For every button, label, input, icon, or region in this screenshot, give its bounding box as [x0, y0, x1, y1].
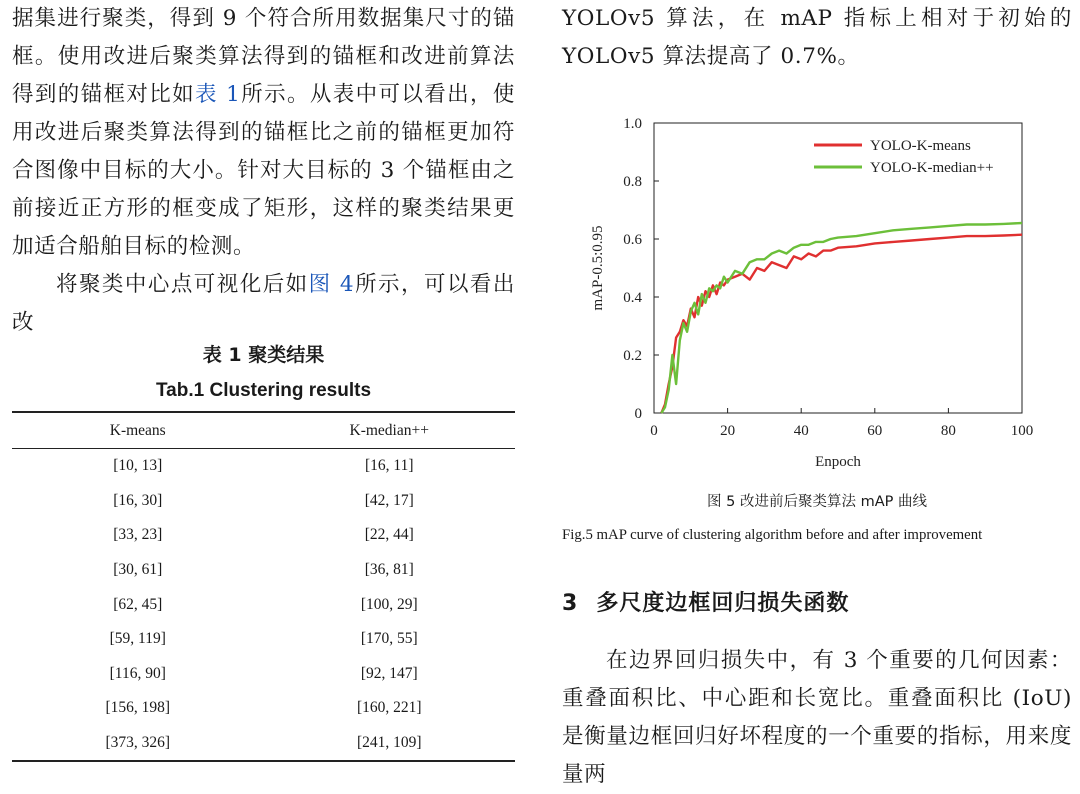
table-cell: [10, 13] — [113, 457, 163, 475]
figure-caption-cn: 图 5 改进前后聚类算法 mAP 曲线 — [707, 494, 927, 510]
y-tick-label: 0.2 — [623, 348, 642, 364]
legend-label: YOLO-K-median++ — [870, 160, 994, 176]
series-line-kmeans — [661, 235, 1022, 413]
paragraph-visualization — [12, 266, 515, 342]
table-row — [12, 449, 515, 484]
table-cell: [22, 44] — [364, 526, 414, 544]
x-tick-label: 60 — [867, 423, 883, 439]
legend-label: YOLO-K-means — [870, 138, 971, 154]
x-tick-label: 0 — [650, 423, 658, 439]
paragraph-clustering — [12, 0, 515, 266]
clustering-results-table — [12, 411, 515, 762]
table-caption-cn: 表 1 聚类结果 — [202, 344, 325, 366]
y-tick-label: 0 — [634, 406, 642, 422]
paragraph-text: 所示，可以看出改 — [12, 272, 515, 335]
table-cell: [160, 221] — [356, 699, 422, 717]
table-row — [12, 518, 515, 553]
table-cell: [373, 326] — [105, 734, 171, 752]
y-tick-label: 0.4 — [623, 290, 642, 306]
table-cell: [116, 90] — [109, 664, 166, 682]
paragraph-text: 所示。从表中可以看出，使用改进后聚类算法得到的锚框比之前的锚框更加符合图像中目标的大小。针对大目标的 3 个锚框由之前接近正方形的框变成了矩形，这样的聚类结果更加适合船舶目标的检测。 — [12, 82, 515, 259]
section-number: 3 — [562, 591, 579, 616]
x-tick-label: 20 — [720, 423, 736, 439]
table-cell: [36, 81] — [364, 561, 414, 579]
table-cell: [16, 30] — [113, 491, 163, 509]
section-heading — [562, 586, 849, 617]
figure-reference-link[interactable]: 图 4 — [308, 272, 355, 297]
map-curve-chart — [562, 108, 1072, 478]
table-cell: [16, 11] — [365, 457, 414, 475]
table-cell: [30, 61] — [113, 561, 163, 579]
table-cell: [92, 147] — [360, 664, 418, 682]
y-tick-label: 0.8 — [623, 174, 642, 190]
table-row — [12, 587, 515, 622]
table-row — [12, 726, 515, 762]
table-row — [12, 657, 515, 692]
series-line-kmedian — [661, 223, 1022, 413]
x-tick-label: 100 — [1010, 423, 1034, 439]
section-title: 多尺度边框回归损失函数 — [596, 591, 850, 616]
x-tick-label: 40 — [793, 423, 809, 439]
table-cell: [33, 23] — [113, 526, 163, 544]
y-axis-label: mAP-0.5:0.95 — [590, 225, 606, 311]
table-row — [12, 553, 515, 588]
y-tick-label: 0.6 — [623, 232, 642, 248]
x-axis-label: Enpoch — [815, 454, 861, 470]
y-tick-label: 1.0 — [623, 116, 642, 132]
paragraph-intro: YOLOv5 算法，在 mAP 指标上相对于初始的 YOLOv5 算法提高了 0.7%。 — [562, 6, 1072, 69]
table-cell: [241, 109] — [356, 734, 422, 752]
table-row — [12, 484, 515, 519]
table-cell: [156, 198] — [105, 699, 171, 717]
table-row — [12, 622, 515, 657]
header-kmedian: K-median++ — [349, 421, 429, 439]
table-cell: [100, 29] — [360, 595, 418, 613]
table-header-row — [12, 412, 515, 449]
paragraph-text: 将聚类中心点可视化后如 — [56, 272, 309, 297]
table-cell: [42, 17] — [364, 491, 414, 509]
header-kmeans: K-means — [109, 421, 166, 439]
table-reference-link[interactable]: 表 1 — [195, 82, 241, 107]
paragraph-text: 据集进行聚类，得到 9 个符合所用数据集尺寸的锚框。使用改进后聚类算法得到的锚框和改进前算法得到的锚框对比如 — [12, 6, 515, 107]
table-cell: [170, 55] — [360, 630, 418, 648]
right-column — [562, 0, 1072, 787]
table-row — [12, 691, 515, 726]
table-caption-en: Tab.1 Clustering results — [155, 380, 372, 401]
paragraph-loss: 在边界回归损失中，有 3 个重要的几何因素：重叠面积比、中心距和长宽比。重叠面积比 (IoU) 是衡量边框回归好坏程度的一个重要的指标，用来度量两 — [562, 648, 1072, 787]
left-column — [12, 0, 515, 752]
table-cell: [62, 45] — [113, 595, 163, 613]
x-tick-label: 80 — [940, 423, 956, 439]
table-cell: [59, 119] — [109, 630, 166, 648]
figure-caption-en: Fig.5 mAP curve of clustering algorithm before and after improvement — [562, 527, 983, 543]
